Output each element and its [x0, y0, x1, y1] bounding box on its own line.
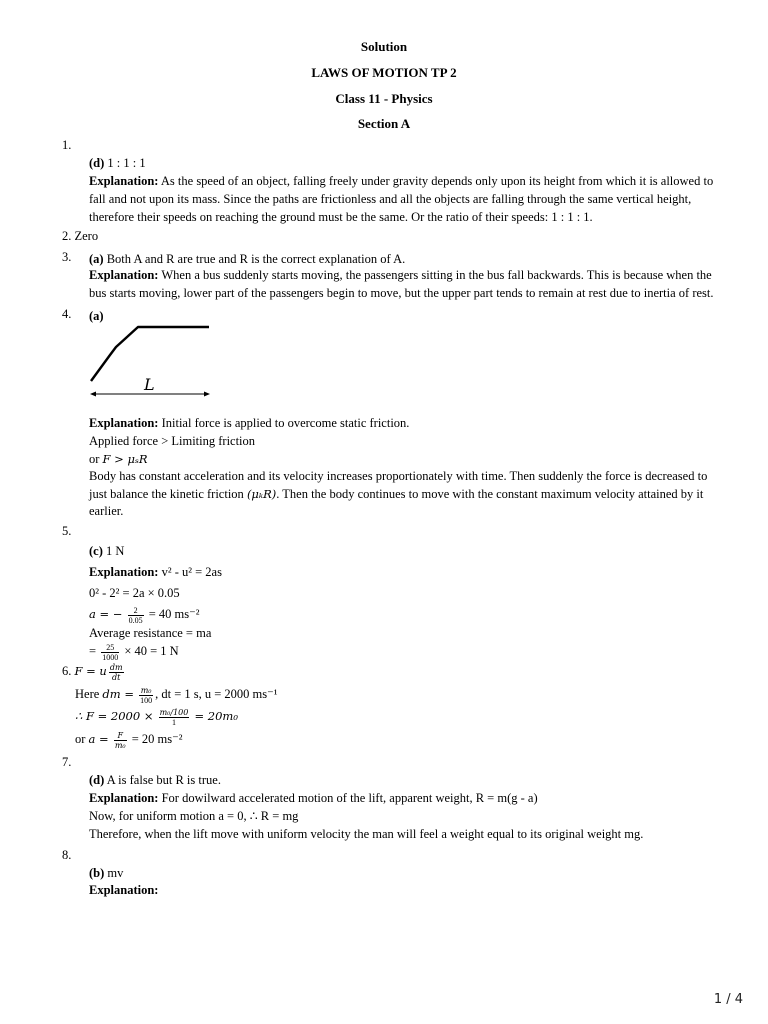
q1-explanation-text: As the speed of an object, falling freely under gravity depends only upon its height from which it is allowed to: [160, 174, 714, 188]
q4-line-3-prefix: or: [89, 452, 100, 466]
q5-eq3-fraction: [128, 606, 144, 625]
q7-answer: [89, 771, 724, 789]
q6-eq3-rhs: = 20m₀: [194, 709, 238, 723]
fraction-denominator: 1000: [102, 652, 119, 662]
question-number-1: 1.: [62, 138, 72, 152]
fraction-denominator: 100: [140, 695, 153, 705]
q7-answer-text: A is false but R is true.: [106, 773, 221, 787]
q4-line-5-start: just balance the kinetic friction: [89, 487, 244, 501]
q1-explanation-3: therefore their speeds on reaching the ground must be the same. Or the ratio of their speeds: 1 : 1 : 1.: [89, 210, 593, 224]
q1-answer-label: (d): [89, 156, 105, 170]
fraction-denominator: 0.05: [128, 615, 143, 625]
q3-answer-label: (a): [89, 252, 104, 266]
q5-equation-3: [89, 605, 724, 625]
q4-explanation-text: Initial force is applied to overcome static friction.: [161, 416, 410, 430]
q8-explanation-label: Explanation:: [89, 883, 159, 897]
q5-equation-5: [89, 642, 724, 662]
arrow-head-left: [90, 392, 96, 397]
fraction-numerator: F: [114, 731, 127, 741]
q4-inequality: F > μₛR: [102, 452, 148, 466]
q6-eq2-rhs: , dt = 1 s, u = 2000 ms⁻¹: [155, 687, 278, 701]
fraction-denominator: dt: [112, 672, 121, 682]
q1-explanation-label: Explanation:: [89, 174, 159, 188]
fraction-numerator: dm: [109, 662, 123, 672]
q5-answer: [89, 542, 724, 560]
q1-answer-text: 1 : 1 : 1: [107, 156, 146, 170]
question-2-answer: 2. Zero: [62, 229, 99, 243]
q8-answer-text: mv: [107, 866, 124, 880]
q6-eq2-prefix: Here: [75, 687, 100, 701]
question-number-3: 3.: [62, 250, 72, 264]
q6-eq4-fraction: [114, 731, 127, 750]
q5-eq5-fraction: [101, 643, 119, 662]
q5-explanation-1: [89, 563, 724, 581]
arrow-head-right: [204, 392, 210, 397]
q4-line-4: Body has constant acceleration and its velocity increases proportionately with time. Then suddenly the force is decreased to: [89, 469, 708, 483]
q1-answer: [89, 154, 724, 172]
question-number-4: 4.: [62, 307, 72, 321]
doc-title: Solution: [360, 39, 408, 54]
q7-answer-label: (d): [89, 773, 105, 787]
fraction-numerator: m₀: [140, 685, 152, 695]
q1-explanation-2: fall and not upon its mass. Since the paths are frictionless and all the objects are falling through the same vertical height,: [89, 192, 692, 206]
section-heading: Section A: [357, 116, 411, 131]
q3-explanation-label: Explanation:: [89, 268, 159, 282]
q7-explanation-text: For dowilward accelerated motion of the lift, apparent weight, R = m(g - a): [161, 791, 538, 805]
question-number-7: 7.: [62, 755, 72, 769]
q1-explanation-1: [89, 172, 724, 190]
q4-line-5: [89, 485, 724, 503]
doc-class: Class 11 - Physics: [335, 91, 433, 106]
q4-kinetic-friction: (μₖR): [246, 487, 277, 501]
q5-answer-label: (c): [89, 544, 103, 558]
q6-equation-4: [75, 730, 724, 750]
q6-eq4-math: a =: [88, 732, 109, 746]
q3-explanation-text: When a bus suddenly starts moving, the passengers sitting in the bus fall backwards. This is because when the: [161, 268, 712, 282]
q5-eq5-lhs: =: [89, 644, 97, 658]
q6-eq2-math: dm =: [102, 687, 134, 701]
q7-explanation-1: [89, 789, 724, 807]
q5-equation-1: v² - u² = 2as: [161, 565, 222, 579]
q4-line-3: [89, 450, 724, 468]
q5-explanation-label: Explanation:: [89, 565, 159, 579]
q7-line-2: Now, for uniform motion a = 0, ∴ R = mg: [89, 809, 299, 823]
q8-explanation: [89, 881, 724, 899]
q3-explanation-1: [89, 266, 724, 284]
question-number-6: 6.: [62, 664, 72, 678]
q7-line-3: Therefore, when the lift move with uniform velocity the man will feel a weight equal to its original weight mg.: [89, 827, 644, 841]
q8-answer: [89, 864, 724, 882]
q6-eq4-rhs: = 20 ms⁻²: [131, 732, 183, 746]
q5-equation-2: 0² - 2² = 2a × 0.05: [89, 586, 180, 600]
q5-eq3-lhs: a = −: [89, 607, 123, 621]
q4-line-5-end: . Then the body continues to move with the constant maximum velocity attained by it: [276, 487, 704, 501]
q8-answer-label: (b): [89, 866, 105, 880]
q6-eq3-lhs: ∴ F = 2000 ×: [75, 709, 154, 723]
q4-answer-label: (a): [89, 309, 104, 323]
q5-eq5-rhs: × 40 = 1 N: [124, 644, 179, 658]
fraction-denominator: m₀: [114, 740, 126, 750]
q4-explanation-1: [89, 414, 724, 432]
q6-eq1-lhs: F = u: [74, 664, 107, 678]
q6-eq4-prefix: or: [75, 732, 86, 746]
page-number: 1 / 4: [713, 992, 743, 1007]
q3-explanation-2: bus starts moving, lower part of the passengers begin to move, but the upper part tends to remain at rest due to inertia of rest.: [89, 286, 714, 300]
q3-answer-text: Both A and R are true and R is the correct explanation of A.: [106, 252, 406, 266]
question-number-5: 5.: [62, 524, 72, 538]
fraction-numerator: 2: [128, 606, 144, 616]
q6-eq3-fraction: [159, 708, 190, 727]
q5-answer-text: 1 N: [106, 544, 125, 558]
q5-eq3-rhs: = 40 ms⁻²: [148, 607, 200, 621]
fraction-numerator: m₀/100: [159, 707, 189, 717]
q4-explanation-label: Explanation:: [89, 416, 159, 430]
fraction-numerator: 25: [101, 643, 119, 653]
doc-subtitle: LAWS OF MOTION TP 2: [311, 65, 457, 80]
q6-equation-3: [75, 707, 724, 727]
q4-line-2: Applied force > Limiting friction: [89, 434, 256, 448]
question-number-8: 8.: [62, 848, 72, 862]
q6-equation-2: [75, 685, 724, 705]
graph-curve: [91, 327, 209, 381]
q5-equation-4: Average resistance = ma: [89, 626, 212, 640]
q6-eq2-fraction: [139, 686, 153, 705]
q6-eq1-fraction: [109, 663, 124, 682]
velocity-graph-figure: [86, 322, 216, 404]
q6-equation-1: [62, 662, 126, 682]
graph-label-L: L: [144, 375, 155, 394]
fraction-denominator: 1: [171, 717, 176, 727]
q4-line-6: earlier.: [89, 504, 124, 518]
q7-explanation-label: Explanation:: [89, 791, 159, 805]
